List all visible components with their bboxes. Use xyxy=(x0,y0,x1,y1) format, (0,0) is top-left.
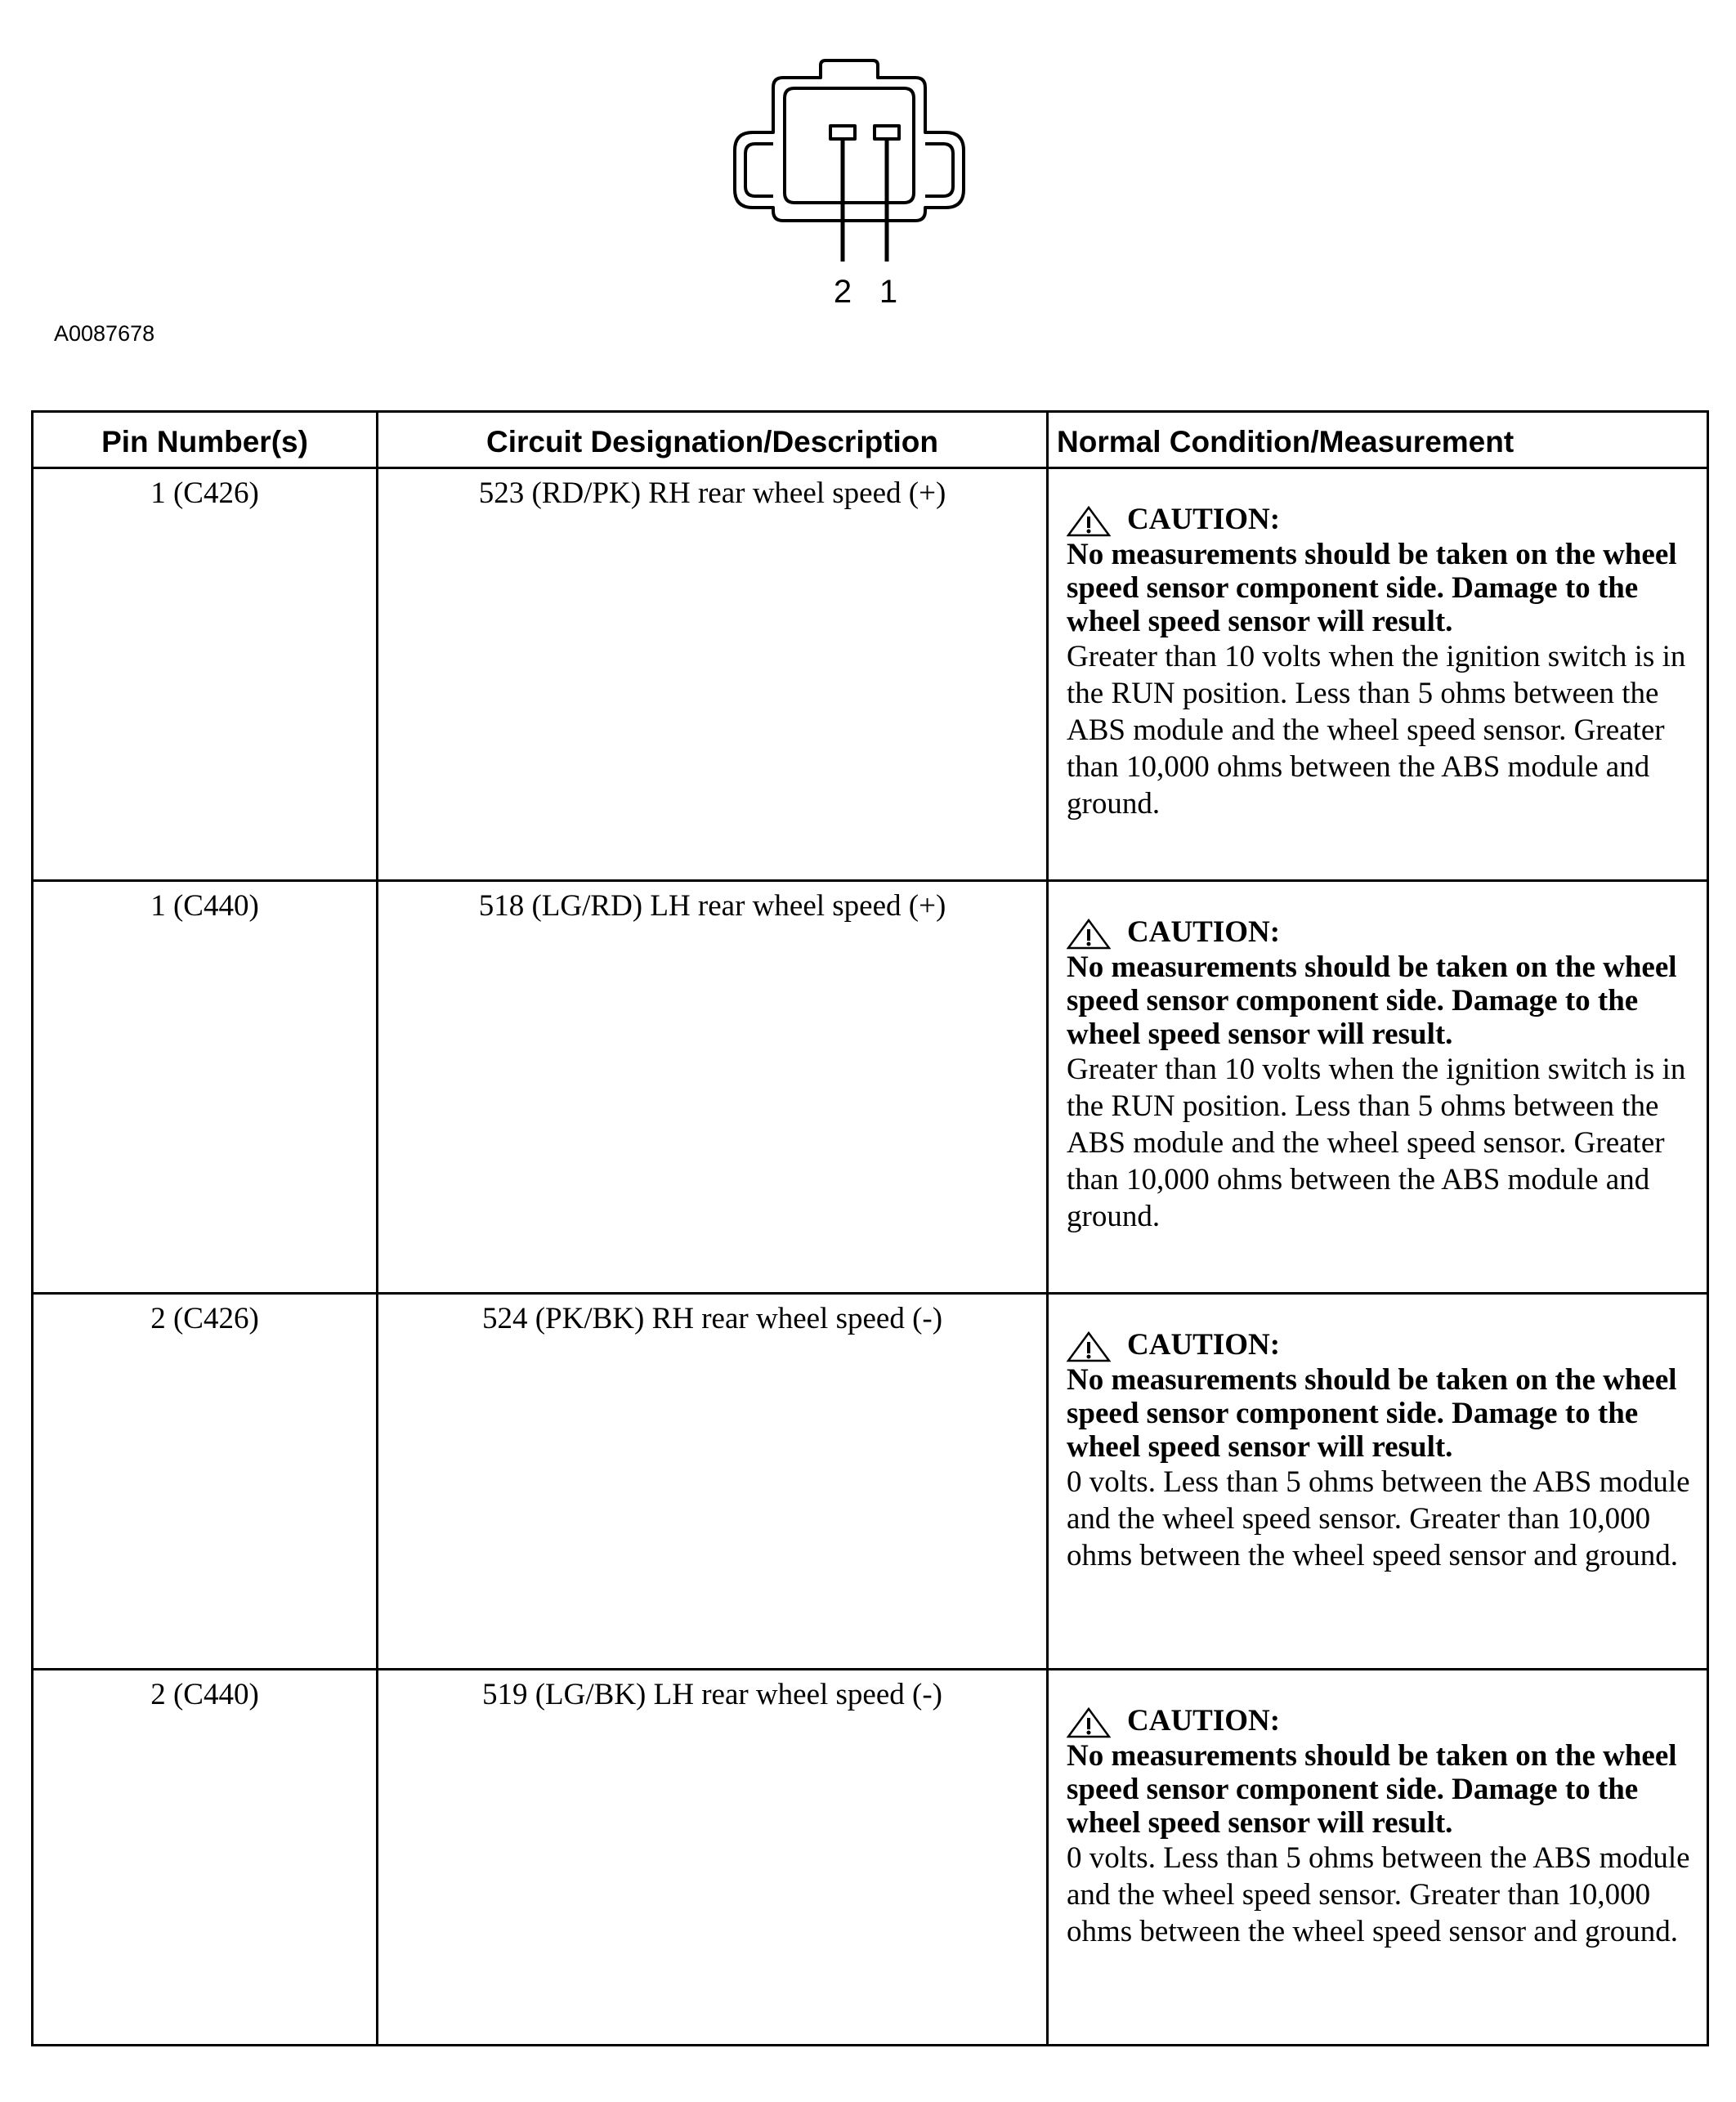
caution-label: CAUTION: xyxy=(1127,1328,1281,1362)
pin-2-label: 2 xyxy=(833,274,852,310)
connector-diagram xyxy=(0,0,1736,343)
pin-cell: 1 (C426) xyxy=(33,468,378,881)
caution-text: No measurements should be taken on the wheel speed sensor component side. Damage to the wheel speed sensor will result. xyxy=(1067,950,1677,1051)
pin-1-terminal xyxy=(875,126,899,139)
caution-text: No measurements should be taken on the wheel speed sensor component side. Damage to the wheel speed sensor will result. xyxy=(1067,1739,1677,1840)
caution-heading xyxy=(1067,1327,1698,1363)
pin-1-label: 1 xyxy=(879,274,898,310)
table-row xyxy=(33,1294,1708,1670)
caution-text: No measurements should be taken on the wheel speed sensor component side. Damage to the wheel speed sensor will result. xyxy=(1067,538,1677,638)
table-row xyxy=(33,881,1708,1294)
caution-text: No measurements should be taken on the wheel speed sensor component side. Damage to the wheel speed sensor will result. xyxy=(1067,1363,1677,1464)
header-pin-number: Pin Number(s) xyxy=(33,412,378,468)
warning-triangle-icon xyxy=(1067,918,1111,950)
warning-triangle-icon xyxy=(1067,505,1111,538)
pin-cell: 2 (C440) xyxy=(33,1670,378,2046)
table-row xyxy=(33,1670,1708,2046)
right-latch xyxy=(925,144,953,196)
caution-label: CAUTION: xyxy=(1127,1704,1281,1738)
circuit-cell: 524 (PK/BK) RH rear wheel speed (-) xyxy=(378,1294,1048,1670)
pin-2-terminal xyxy=(830,126,855,139)
figure-id: A0087678 xyxy=(54,321,155,346)
left-latch xyxy=(745,144,773,196)
table-row xyxy=(33,468,1708,881)
pinout-table xyxy=(31,410,1709,2046)
condition-cell xyxy=(1048,1294,1708,1670)
measurement-text: Greater than 10 volts when the ignition switch is in the RUN position. Less than 5 ohms between the ABS module and the wheel speed sensor. Greater than 10,000 ohms between the ABS module and ground. xyxy=(1067,1053,1686,1233)
caution-heading xyxy=(1067,502,1698,538)
condition-cell xyxy=(1048,468,1708,881)
warning-triangle-icon xyxy=(1067,1706,1111,1739)
measurement-text: 0 volts. Less than 5 ohms between the ABS module and the wheel speed sensor. Greater than 10,000 ohms between the wheel speed sensor and ground. xyxy=(1067,1465,1690,1572)
connector-cavity xyxy=(785,88,914,203)
circuit-cell: 518 (LG/RD) LH rear wheel speed (+) xyxy=(378,881,1048,1294)
caution-heading xyxy=(1067,915,1698,950)
pin-cell: 2 (C426) xyxy=(33,1294,378,1670)
circuit-cell: 519 (LG/BK) LH rear wheel speed (-) xyxy=(378,1670,1048,2046)
warning-triangle-icon xyxy=(1067,1331,1111,1363)
caution-heading xyxy=(1067,1703,1698,1739)
header-row xyxy=(33,412,1708,468)
measurement-text: 0 volts. Less than 5 ohms between the ABS module and the wheel speed sensor. Greater than 10,000 ohms between the wheel speed sensor and ground. xyxy=(1067,1841,1690,1948)
circuit-cell: 523 (RD/PK) RH rear wheel speed (+) xyxy=(378,468,1048,881)
header-circuit: Circuit Designation/Description xyxy=(378,412,1048,468)
measurement-text: Greater than 10 volts when the ignition switch is in the RUN position. Less than 5 ohms between the ABS module and the wheel speed sensor. Greater than 10,000 ohms between the ABS module and ground. xyxy=(1067,640,1686,821)
pin-cell: 1 (C440) xyxy=(33,881,378,1294)
caution-label: CAUTION: xyxy=(1127,503,1281,536)
condition-cell xyxy=(1048,881,1708,1294)
header-condition: Normal Condition/Measurement xyxy=(1048,412,1708,468)
condition-cell xyxy=(1048,1670,1708,2046)
caution-label: CAUTION: xyxy=(1127,915,1281,949)
